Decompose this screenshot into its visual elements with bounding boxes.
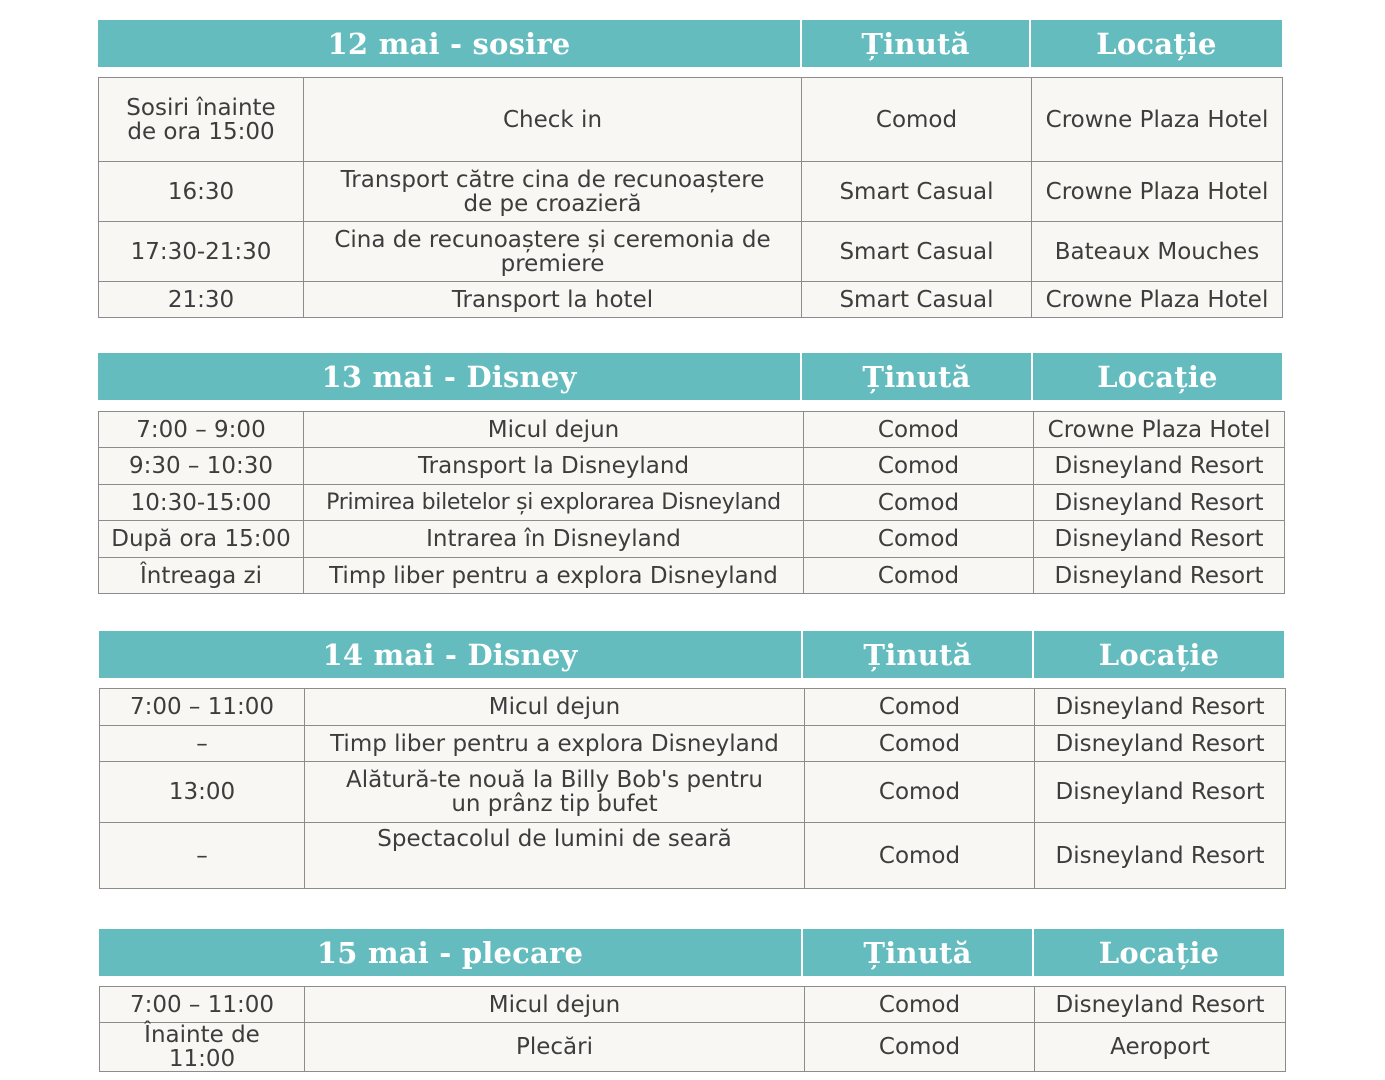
schedule-table	[99, 688, 1286, 889]
location-cell: Crowne Plaza Hotel	[1032, 78, 1283, 162]
activity-cell: Transport la hotel	[304, 282, 802, 318]
outfit-column-header: Ținută	[800, 20, 1029, 67]
section-header	[98, 353, 1282, 400]
outfit-cell: Comod	[804, 448, 1034, 485]
table-row	[99, 222, 1283, 282]
activity-cell: Intrarea în Disneyland	[304, 521, 804, 558]
outfit-cell: Comod	[804, 412, 1034, 448]
outfit-cell: Comod	[804, 485, 1034, 521]
outfit-column-header: Ținută	[800, 353, 1031, 400]
section-header	[99, 631, 1284, 678]
table-row	[100, 762, 1286, 823]
outfit-cell: Comod	[805, 823, 1035, 889]
location-cell: Bateaux Mouches	[1032, 222, 1283, 282]
location-cell: Disneyland Resort	[1034, 448, 1285, 485]
outfit-cell: Comod	[804, 558, 1034, 594]
outfit-cell: Comod	[805, 689, 1035, 726]
table-row	[99, 485, 1285, 521]
table-row	[100, 823, 1286, 889]
table-row	[99, 448, 1285, 485]
table-row	[99, 521, 1285, 558]
location-cell: Disneyland Resort	[1034, 558, 1285, 594]
time-cell: Întreaga zi	[99, 558, 304, 594]
location-cell: Disneyland Resort	[1034, 521, 1285, 558]
location-column-header: Locație	[1032, 631, 1284, 678]
location-column-header: Locație	[1029, 20, 1282, 67]
activity-cell: Transport la Disneyland	[304, 448, 804, 485]
time-cell: Sosiri înainte de ora 15:00	[99, 78, 304, 162]
table-row	[99, 558, 1285, 594]
schedule-section-14-mai	[99, 631, 1286, 890]
table-row	[99, 282, 1283, 318]
activity-cell: Transport către cina de recunoaștere de pe croazieră	[304, 162, 802, 222]
outfit-cell: Comod	[805, 726, 1035, 762]
time-cell: 16:30	[99, 162, 304, 222]
time-cell: 7:00 – 9:00	[99, 412, 304, 448]
location-column-header: Locație	[1032, 929, 1284, 976]
activity-cell: Timp liber pentru a explora Disneyland	[305, 726, 805, 762]
time-cell: –	[100, 823, 305, 889]
location-cell: Disneyland Resort	[1035, 823, 1286, 889]
outfit-cell: Comod	[805, 762, 1035, 823]
time-cell: După ora 15:00	[99, 521, 304, 558]
time-cell: 7:00 – 11:00	[100, 987, 305, 1023]
section-header	[99, 929, 1284, 976]
day-title: 15 mai - plecare	[99, 929, 801, 976]
location-cell: Aeroport	[1035, 1023, 1286, 1072]
table-row	[99, 412, 1285, 448]
table-row	[100, 1023, 1286, 1072]
table-row	[100, 726, 1286, 762]
table-row	[100, 987, 1286, 1023]
schedule-table	[99, 986, 1286, 1072]
time-cell: 9:30 – 10:30	[99, 448, 304, 485]
schedule-table	[98, 77, 1283, 318]
location-cell: Disneyland Resort	[1035, 987, 1286, 1023]
activity-cell: Spectacolul de lumini de seară	[305, 823, 805, 889]
table-row	[99, 78, 1283, 162]
day-title: 14 mai - Disney	[99, 631, 801, 678]
location-cell: Disneyland Resort	[1034, 485, 1285, 521]
activity-cell: Check in	[304, 78, 802, 162]
outfit-cell: Smart Casual	[802, 222, 1032, 282]
section-header	[98, 20, 1282, 67]
outfit-cell: Smart Casual	[802, 162, 1032, 222]
schedule-table	[98, 411, 1285, 594]
outfit-cell: Comod	[802, 78, 1032, 162]
schedule-section-13-mai	[98, 353, 1284, 594]
time-cell: 21:30	[99, 282, 304, 318]
location-cell: Disneyland Resort	[1035, 762, 1286, 823]
location-column-header: Locație	[1031, 353, 1282, 400]
activity-cell: Primirea biletelor și explorarea Disneyland	[304, 485, 804, 521]
location-cell: Crowne Plaza Hotel	[1032, 282, 1283, 318]
activity-cell: Cina de recunoaștere și ceremonia de premiere	[304, 222, 802, 282]
table-row	[99, 162, 1283, 222]
outfit-cell: Comod	[805, 987, 1035, 1023]
table-row	[100, 689, 1286, 726]
time-cell: –	[100, 726, 305, 762]
outfit-cell: Smart Casual	[802, 282, 1032, 318]
time-cell: 17:30-21:30	[99, 222, 304, 282]
time-cell: Înainte de 11:00	[100, 1023, 305, 1072]
time-cell: 13:00	[100, 762, 305, 823]
day-title: 13 mai - Disney	[98, 353, 800, 400]
activity-cell: Micul dejun	[305, 689, 805, 726]
location-cell: Crowne Plaza Hotel	[1034, 412, 1285, 448]
outfit-column-header: Ținută	[801, 929, 1032, 976]
location-cell: Disneyland Resort	[1035, 726, 1286, 762]
location-cell: Crowne Plaza Hotel	[1032, 162, 1283, 222]
activity-cell: Alătură-te nouă la Billy Bob's pentru un prânz tip bufet	[305, 762, 805, 823]
schedule-section-15-mai	[99, 929, 1286, 1072]
outfit-cell: Comod	[805, 1023, 1035, 1072]
activity-cell: Timp liber pentru a explora Disneyland	[304, 558, 804, 594]
activity-cell: Plecări	[305, 1023, 805, 1072]
outfit-cell: Comod	[804, 521, 1034, 558]
location-cell: Disneyland Resort	[1035, 689, 1286, 726]
time-cell: 10:30-15:00	[99, 485, 304, 521]
activity-cell: Micul dejun	[305, 987, 805, 1023]
day-title: 12 mai - sosire	[98, 20, 800, 67]
time-cell: 7:00 – 11:00	[100, 689, 305, 726]
outfit-column-header: Ținută	[801, 631, 1032, 678]
activity-cell: Micul dejun	[304, 412, 804, 448]
schedule-section-12-mai	[98, 20, 1282, 320]
